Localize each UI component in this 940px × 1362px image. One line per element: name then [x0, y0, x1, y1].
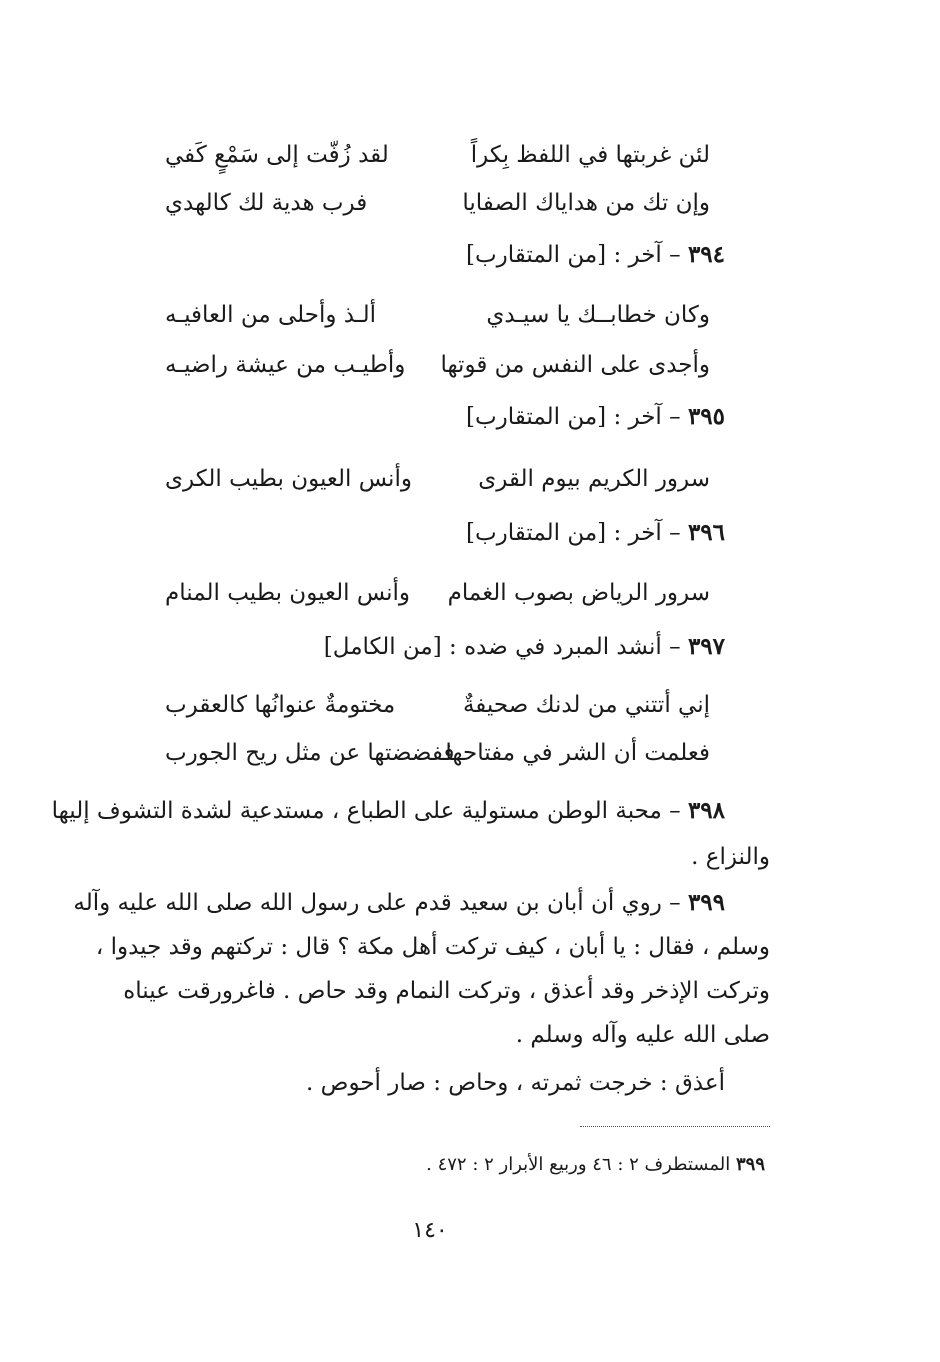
entry-heading-396: [466, 518, 725, 548]
entry-heading-text: – أنشد المبرد في ضده : [من الكامل]: [323, 634, 688, 660]
entry-number: ٣٩٨: [687, 797, 725, 824]
footnote: [426, 1152, 765, 1178]
verse-line: [165, 300, 710, 334]
entry-398-line: والنزاع .: [691, 844, 770, 870]
verse-line: [165, 578, 710, 612]
footnote-divider: [580, 1126, 770, 1127]
verse-line: [165, 188, 710, 222]
verse-second-hemistich: وأنس العيون بطيب الكرى: [165, 466, 412, 492]
entry-399-line: وتركت الإذخر وقد أعذق ، وتركت النمام وقد حاص . فاغرورقت عيناه: [123, 978, 770, 1004]
page-number: ١٤٠: [412, 1218, 448, 1243]
verse-second-hemistich: مختومةٌ عنوانُها كالعقرب: [165, 692, 396, 718]
verse-first-hemistich: وكان خطابــك يا سيـدي: [486, 302, 710, 328]
verse-first-hemistich: سرور الرياض بصوب الغمام: [447, 580, 710, 606]
verse-line: [165, 690, 710, 724]
entry-heading-text: – آخر : [من المتقارب]: [466, 520, 688, 546]
entry-heading-394: [466, 240, 725, 270]
verse-line: [165, 464, 710, 498]
verse-line: [165, 350, 710, 384]
verse-line: [165, 738, 710, 772]
entry-heading-397: [324, 632, 725, 662]
verse-first-hemistich: سرور الكريم بيوم القرى: [478, 466, 710, 492]
verse-second-hemistich: ففضضتها عن مثل ريح الجورب: [165, 740, 455, 766]
prose-text: – محبة الوطن مستولية على الطباع ، مستدعية لشدة التشوف إليها: [51, 798, 688, 824]
entry-398-line: [52, 796, 725, 826]
entry-number: ٣٩٦: [687, 519, 725, 546]
verse-second-hemistich: ألـذ وأحلى من العافيـه: [165, 302, 376, 328]
gloss-line: أعذق : خرجت ثمرته ، وحاص : صار أحوص .: [306, 1070, 725, 1096]
entry-heading-text: – آخر : [من المتقارب]: [466, 404, 688, 430]
verse-second-hemistich: وأنس العيون بطيب المنام: [165, 580, 411, 606]
verse-second-hemistich: لقد زُفّت إلى سَمْعٍ كَفي: [165, 142, 389, 168]
entry-399-line: صلى الله عليه وآله وسلم .: [515, 1022, 770, 1048]
entry-number: ٣٩٤: [687, 241, 725, 268]
verse-first-hemistich: وأجدى على النفس من قوتها: [440, 352, 710, 378]
footnote-number: ٣٩٩: [735, 1154, 765, 1175]
prose-text: – روي أن أبان بن سعيد قدم على رسول الله صلى الله عليه وآله: [73, 890, 688, 916]
verse-first-hemistich: وإن تك من هداياك الصفايا: [462, 190, 710, 216]
entry-number: ٣٩٥: [687, 403, 725, 430]
verse-first-hemistich: لئن غربتها في اللفظ بِكراً: [470, 142, 710, 168]
verse-second-hemistich: وأطيـب من عيشة راضيـه: [165, 352, 406, 378]
entry-number: ٣٩٧: [687, 633, 725, 660]
footnote-text: المستطرف ٢ : ٤٦ وربيع الأبرار ٢ : ٤٧٢ .: [426, 1154, 736, 1175]
entry-number: ٣٩٩: [687, 889, 725, 916]
entry-heading-text: – آخر : [من المتقارب]: [466, 242, 688, 268]
entry-heading-395: [466, 402, 725, 432]
verse-first-hemistich: فعلمت أن الشر في مفتاحها: [445, 740, 710, 766]
verse-second-hemistich: فرب هدية لك كالهدي: [165, 190, 368, 216]
entry-399-line: [73, 888, 725, 918]
entry-399-line: وسلم ، فقال : يا أبان ، كيف تركت أهل مكة ؟ قال : تركتهم وقد جيدوا ،: [95, 934, 770, 960]
verse-first-hemistich: إني أتتني من لدنك صحيفةٌ: [462, 692, 710, 718]
verse-line: [165, 140, 710, 174]
